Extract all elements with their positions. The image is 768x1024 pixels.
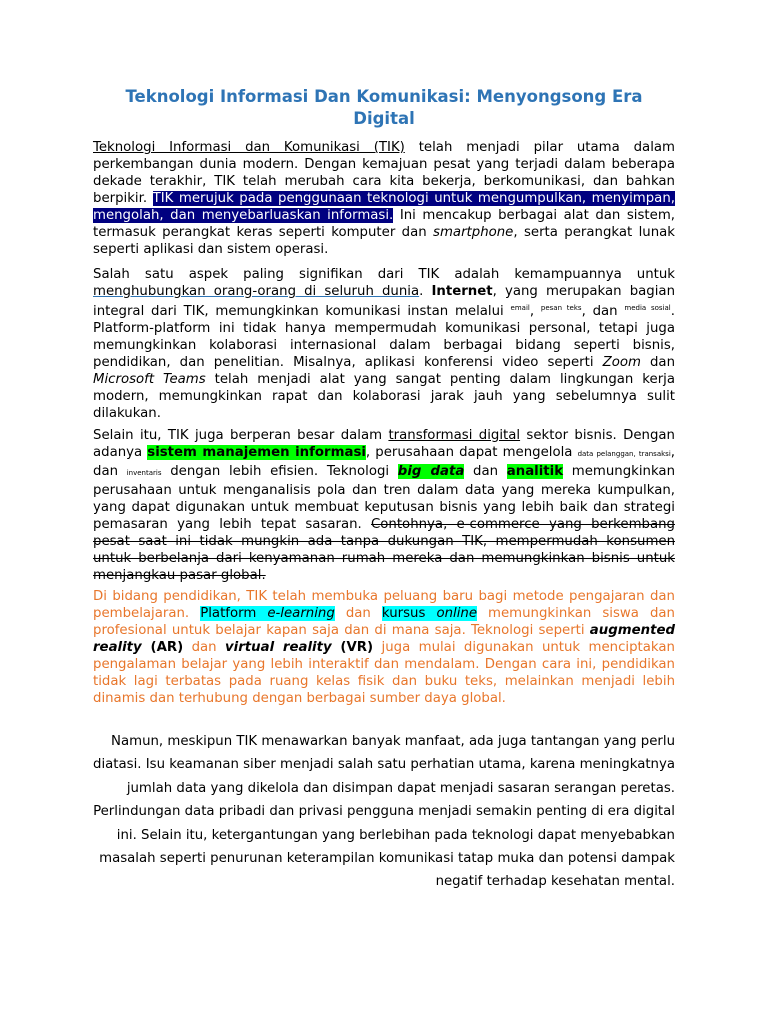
text-run: Selain itu, TIK juga berperan besar dalam [93,428,389,443]
small-term: inventaris [126,469,162,477]
underlined-term: transformasi digital [388,428,521,443]
paragraph-education [93,588,675,707]
cyan-highlight: online [436,606,477,621]
small-term: data pelanggan [577,450,634,458]
text-run: telah menjadi pilar utama dalam perkembangan dunia modern. Dengan kemajuan pesat yang terjadi dalam beberapa dekade terakhir, TIK telah merubah cara kita bekerja, berkomunikasi, dan bahkan berpikir. [93,140,675,206]
underlined-term: Teknologi Informasi dan Komunikasi (TIK) [93,140,405,155]
text-run: (VR) [331,640,374,655]
italic-term: virtual reality [225,640,332,655]
cyan-highlight: Platform [200,606,268,621]
small-term: pesan teks [540,304,582,312]
small-term: transaksi [638,450,671,458]
text-run: . Platform-platform ini tidak hanya mempermudah komunikasi personal, tetapi juga memungkinkan kolaborasi internasional dalam berbagai bidang seperti bisnis, pendidikan, dan penelitian. Misalnya, aplikasi konferensi video seperti [93,304,675,370]
text-run: , yang merupakan bagian integral dari TIK, memungkinkan komunikasi instan melalui [93,284,675,319]
paragraph-intro [93,139,675,258]
italic-term: augmented reality [93,623,675,655]
bold-term [225,640,373,655]
cyan-highlight: e-learning [267,606,335,621]
text-run: dengan lebih efisien. Teknologi [161,464,398,479]
document-title: Teknologi Informasi Dan Komunikasi: Menyongsong Era Digital [125,87,643,128]
bold-term: Internet [431,284,493,299]
strikethrough-text: Contohnya, e-commerce yang berkembang pesat saat ini tidak mungkin ada tanpa dukungan TIK, mempermudah konsumen untuk berbelanja dari kenyamanan rumah mereka dan memungkinkan bisnis untuk menjangkau pasar global. [93,517,675,583]
paragraph-business [93,427,675,584]
text-run: Ini mencakup berbagai alat dan sistem, termasuk perangkat keras seperti komputer dan [93,208,675,240]
paragraph-connectivity [93,266,675,422]
italic-term: Zoom [602,355,641,370]
text-run: dan [334,606,382,621]
small-term: media sosial [624,304,671,312]
italic-term: big data [397,464,465,479]
green-highlight [398,464,465,479]
text-run: , serta perangkat lunak seperti aplikasi dan sistem operasi. [93,225,675,257]
text-run: Di bidang pendidikan, TIK telah membuka peluang baru bagi metode pengajaran dan pembelajaran. [93,589,675,621]
text-run: memungkinkan siswa dan profesional untuk belajar kapan saja dan di mana saja. Teknologi seperti [93,606,675,638]
text-run: , dan [93,445,675,479]
text-run: , dan [581,304,625,319]
small-term: email [510,304,530,312]
green-highlight: sistem manajemen informasi [147,445,366,460]
green-highlight: analitik [506,464,564,479]
text-run: , perusahaan dapat mengelola [365,445,578,460]
text-run: . [419,284,432,299]
text-run: memungkinkan perusahaan untuk menganalisis pola dan tren dalam data yang mereka kumpulkan, yang dapat digunakan untuk membuat keputusan bisnis yang lebih baik dan strategi pemasaran yang lebih tepat sasaran. [93,464,675,532]
italic-term: Microsoft Teams [93,372,206,387]
text-run: dan [640,355,675,370]
cyan-highlight: kursus [381,606,437,621]
navy-highlight: TIK merujuk pada penggunaan teknologi untuk mengumpulkan, menyimpan, mengolah, dan menyebarluaskan informasi. [93,191,675,223]
text-run: dan [183,640,225,655]
italic-term: smartphone [433,225,514,240]
text-run: telah menjadi alat yang sangat penting dalam lingkungan kerja modern, memungkinkan rapat dan kolaborasi jarak jauh yang sebelumnya sulit dilakukan. [93,372,676,421]
text-run: juga mulai digunakan untuk menciptakan pengalaman belajar yang lebih interaktif dan mendalam. Dengan cara ini, pendidikan tidak lagi terbatas pada ruang kelas fisik dan buku teks, melainkan menjadi lebih dinamis dan terhubung dengan berbagai sumber daya global. [93,640,675,706]
text-run: Salah satu aspek paling signifikan dari TIK adalah kemampuannya untuk [93,267,675,282]
text-run: dan [464,464,507,479]
text-run: , [633,450,639,458]
underlined-phrase: menghubungkan orang-orang di seluruh dunia [93,284,420,299]
paragraph-challenges: Namun, meskipun TIK menawarkan banyak manfaat, ada juga tantangan yang perlu diatasi. Isu keamanan siber menjadi salah satu perhatian utama, karena meningkatnya jumlah data yang dikelola dan disimpan dapat menjadi sasaran serangan peretas. Perlindungan data pribadi dan privasi pengguna menjadi semakin penting di era digital ini. Selain itu, ketergantungan yang berlebihan pada teknologi dapat menyebabkan masalah seperti penurunan keterampilan komunikasi tatap muka dan potensi dampak negatif terhadap kesehatan mental. [93,734,675,890]
text-run: sektor bisnis. Dengan adanya [93,428,675,460]
text-run: , [529,304,541,319]
text-run: (AR) [141,640,184,655]
